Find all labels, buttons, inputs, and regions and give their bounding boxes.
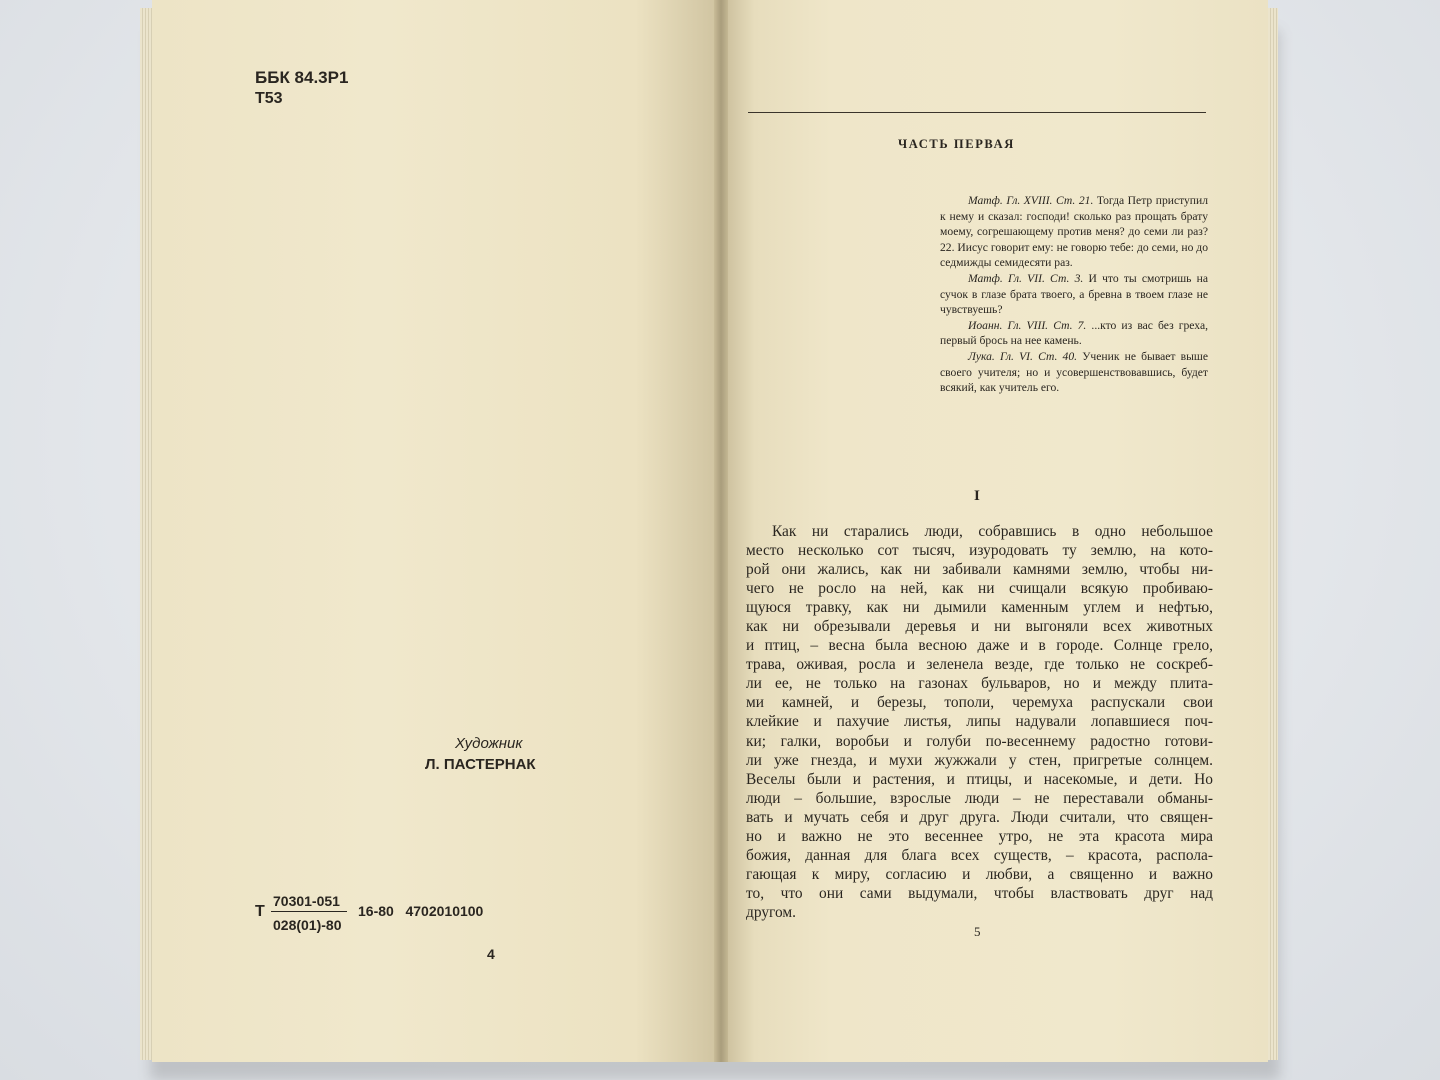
body-line: но и важно не это весеннее утро, не эта красота мира [746,827,1213,845]
catalog-letter: Т [255,903,265,920]
artist-name: Л. ПАСТЕРНАК [425,756,536,773]
artist-label: Художник [455,735,523,752]
epigraph [940,193,1208,396]
body-line: то, что они сами выдумали, чтобы властвовать друг над [746,884,1213,902]
chapter-body-text [746,522,1213,922]
catalog-codes: 16-80 4702010100 [358,903,484,919]
page-number-right: 5 [974,924,981,939]
part-title: ЧАСТЬ ПЕРВАЯ [898,137,1015,151]
body-line: Веселы были и растения, и птицы, и насекомые, и дети. Но [746,770,1213,788]
epigraph-text: Ученик не бывает выше своего учителя; но и усовершенствовавшись, будет всякий, как учитель его. [940,349,1208,395]
epigraph-paragraph [940,318,1208,349]
body-line: чего не росло на ней, как ни счищали всякую пробиваю- [746,580,1213,598]
epigraph-reference: Иоанн. Гл. VIII. Ст. 7. [968,318,1087,332]
epigraph-paragraph [940,271,1208,318]
body-line: вать и мучать себя и друг друга. Люди считали, что священ- [746,808,1213,826]
body-line: божия, данная для блага всех существ, – красота, распола- [746,846,1213,864]
body-line: и птиц, – весна была весною даже и в городе. Солнце грело, [746,637,1213,655]
book-spine [714,0,728,1062]
body-line: клейкие и пахучие листья, липы надували лопавшиеся поч- [746,713,1213,731]
body-line: гающая к миру, согласию и любви, а священно и важно [746,865,1213,883]
body-line: ми камней, и березы, тополи, черемуха распускали свои [746,694,1213,712]
epigraph-paragraph [940,193,1208,271]
author-index: Т53 [255,90,283,107]
body-line: Как ни старались люди, собравшись в одно небольшое [772,523,1213,540]
body-line: как ни обрезывали деревья и ни выгоняли всех животных [746,618,1213,636]
header-rule [748,112,1206,113]
epigraph-reference: Матф. Гл. XVIII. Ст. 21. [968,194,1094,207]
body-line: место несколько сот тысяч, изуродовать ту землю, на кото- [746,542,1213,560]
bbk-code: ББК 84.3Р1 [255,68,349,87]
body-line: ли ее, не только на газонах бульваров, но и между плита- [746,675,1213,693]
catalog-fraction-line [271,911,347,912]
body-line: ли уже гнезда, и мухи жужжали у стен, пригретые солнцем. [746,751,1213,769]
epigraph-reference: Матф. Гл. VII. Ст. 3. [968,271,1084,285]
page-number-left: 4 [487,946,495,962]
body-line: другом. [746,903,796,921]
body-line: ки; галки, воробьи и голуби по-весеннему радостно готови- [746,732,1213,750]
chapter-number: I [974,488,980,504]
epigraph-reference: Лука. Гл. VI. Ст. 40. [968,349,1078,363]
epigraph-text: И что ты смотришь на сучок в глазе брата твоего, а бревна в твоем глазе не чувствуешь? [940,271,1208,317]
body-line: щуюся травку, как ни дымили каменным углем и нефтью, [746,599,1213,617]
epigraph-text: Тогда Петр приступил к нему и сказал: господи! сколько раз прощать брату моему, согрешающему против меня? до семи ли раз? 22. Иисус говорит ему: не говорю тебе: до семи, но до седмижды семидесяти раз. [940,194,1208,270]
catalog-numerator: 70301-051 [273,893,340,909]
body-line: рой они жались, как ни забивали камнями землю, чтобы ни- [746,561,1213,579]
epigraph-paragraph [940,349,1208,396]
catalog-denominator: 028(01)-80 [273,917,342,933]
body-line: трава, оживая, росла и зеленела везде, где только не соскреб- [746,656,1213,674]
epigraph-text: ...кто из вас без греха, первый брось на нее камень. [940,318,1208,348]
body-line: люди – большие, взрослые люди – не переставали обманы- [746,789,1213,807]
